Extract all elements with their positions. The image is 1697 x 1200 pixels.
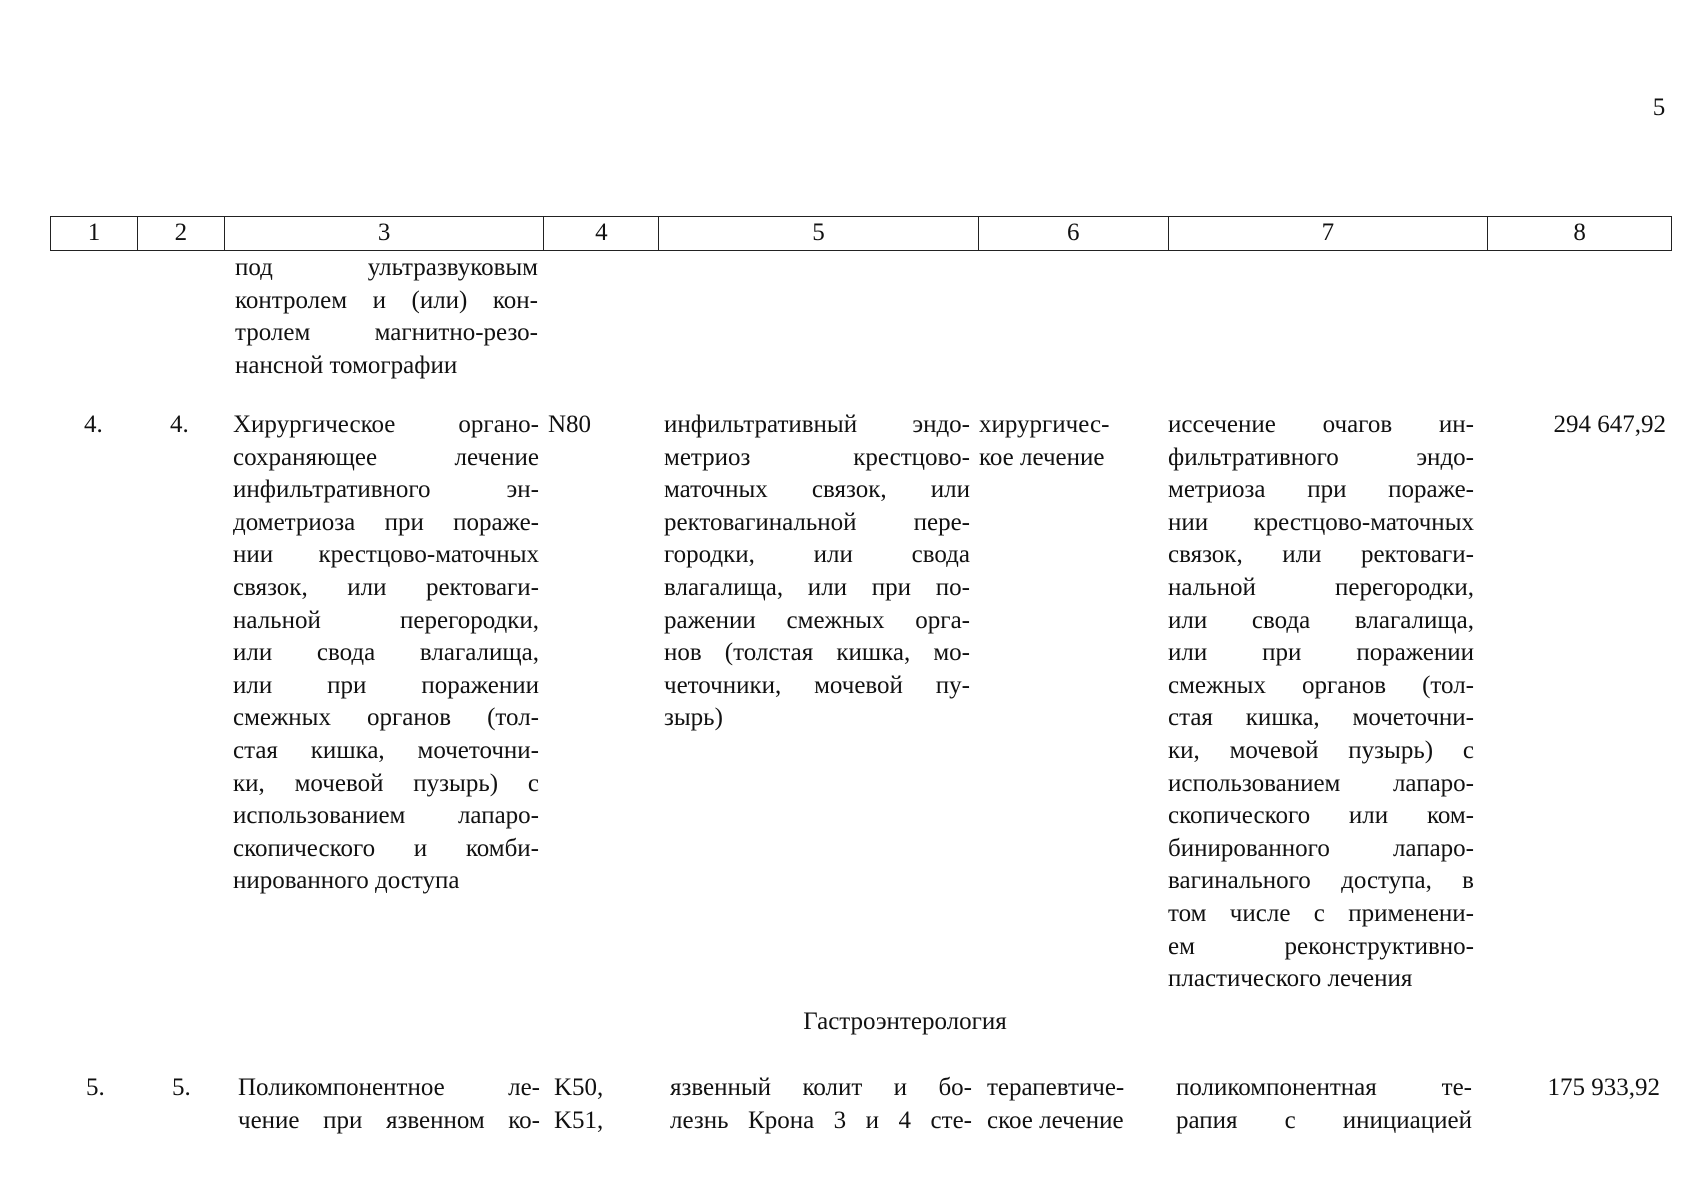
text-line: метриоза при пораже- xyxy=(1168,476,1474,504)
text-line: терапевтиче- xyxy=(987,1074,1125,1101)
row4-col1: 4. xyxy=(84,411,103,438)
text-line: зырь) xyxy=(664,704,723,732)
text-line: смежных органов (тол- xyxy=(233,704,539,732)
text-line: рапия с инициацией xyxy=(1176,1106,1472,1134)
text-line: или при поражении xyxy=(233,671,539,699)
text-line: поликомпонентная те- xyxy=(1176,1074,1472,1101)
text-line: сохраняющее лечение xyxy=(233,443,539,471)
text-line: ражении смежных орга- xyxy=(664,606,970,634)
text-line: нии крестцово-маточных xyxy=(1168,508,1474,536)
header-col-3: 3 xyxy=(224,217,544,250)
text-line: использованием лапаро- xyxy=(1168,769,1474,797)
text-line: ки, мочевой пузырь) с xyxy=(233,769,539,797)
text-line: том числе с применени- xyxy=(1168,899,1474,927)
text-line: нальной перегородки, xyxy=(1168,573,1474,601)
header-col-1: 1 xyxy=(87,219,101,246)
continuation-col3 xyxy=(235,252,538,382)
row4-col3 xyxy=(233,409,539,898)
text-line: вагинального доступа, в xyxy=(1168,867,1474,895)
text-line: Поликомпонентное ле- xyxy=(238,1074,540,1101)
text-line: нансной томографии xyxy=(235,351,458,379)
text-line: дометриоза при пораже- xyxy=(233,508,539,536)
text-line: или свода влагалища, xyxy=(233,639,539,667)
text-line: ректовагинальной пере- xyxy=(664,508,970,536)
text-line: ем реконструктивно- xyxy=(1168,932,1474,960)
text-line: четочники, мочевой пу- xyxy=(664,671,970,699)
row5-col1: 5. xyxy=(86,1074,105,1101)
row4-col5 xyxy=(664,409,970,735)
text-line: контролем и (или) кон- xyxy=(235,286,538,314)
text-line: нии крестцово-маточных xyxy=(233,541,539,569)
text-line: нов (толстая кишка, мо- xyxy=(664,639,970,667)
text-line: хирургичес- xyxy=(979,411,1110,438)
section-heading: Гастроэнтерология xyxy=(803,1008,1007,1035)
header-col-8: 8 xyxy=(1487,217,1671,250)
text-line: лезнь Крона 3 и 4 сте- xyxy=(670,1106,972,1134)
text-line: или свода влагалища, xyxy=(1168,606,1474,634)
header-col-4: 4 xyxy=(543,217,658,250)
text-line: маточных связок, или xyxy=(664,476,970,504)
text-line: чение при язвенном ко- xyxy=(238,1106,540,1134)
header-col-5: 5 xyxy=(658,217,978,250)
row5-col8-price: 175 933,92 xyxy=(1547,1074,1660,1101)
page-number: 5 xyxy=(1652,94,1666,121)
text-line: смежных органов (тол- xyxy=(1168,671,1474,699)
text-line: фильтративного эндо- xyxy=(1168,443,1474,471)
text-line: K50, xyxy=(554,1074,604,1101)
table-header-row xyxy=(50,216,1672,251)
text-line: язвенный колит и бо- xyxy=(670,1074,972,1101)
row5-col7 xyxy=(1176,1072,1472,1137)
text-line: влагалища, или при по- xyxy=(664,573,970,601)
text-line: стая кишка, мочеточни- xyxy=(1168,704,1474,732)
text-line: пластического лечения xyxy=(1168,965,1413,993)
row5-col4 xyxy=(554,1072,603,1137)
text-line: связок, или ректоваги- xyxy=(233,573,539,601)
row5-col6 xyxy=(987,1072,1124,1137)
header-col-7: 7 xyxy=(1168,217,1488,250)
header-col-6: 6 xyxy=(978,217,1168,250)
row5-col2: 5. xyxy=(172,1074,191,1101)
row5-col3 xyxy=(238,1072,540,1137)
text-line: скопического или ком- xyxy=(1168,802,1474,830)
row5-col5 xyxy=(670,1072,972,1137)
text-line: метриоз крестцово- xyxy=(664,443,970,471)
text-line: использованием лапаро- xyxy=(233,802,539,830)
text-line: иссечение очагов ин- xyxy=(1168,411,1474,438)
text-line: городки, или свода xyxy=(664,541,970,569)
row4-col7 xyxy=(1168,409,1474,996)
row4-col4: N80 xyxy=(548,411,592,438)
text-line: инфильтративного эн- xyxy=(233,476,539,504)
text-line: или при поражении xyxy=(1168,639,1474,667)
text-line: тролем магнитно-резо- xyxy=(235,319,538,347)
text-line: стая кишка, мочеточни- xyxy=(233,736,539,764)
text-line: инфильтративный эндо- xyxy=(664,411,970,438)
text-line: скопического и комби- xyxy=(233,834,539,862)
text-line: под ультразвуковым xyxy=(235,254,538,281)
text-line: ки, мочевой пузырь) с xyxy=(1168,736,1474,764)
text-line: K51, xyxy=(554,1106,604,1134)
text-line: нальной перегородки, xyxy=(233,606,539,634)
text-line: нированного доступа xyxy=(233,867,460,895)
row4-col2: 4. xyxy=(170,411,189,438)
text-line: ское лечение xyxy=(987,1106,1124,1134)
row4-col8-price: 294 647,92 xyxy=(1553,411,1666,438)
header-col-2: 2 xyxy=(137,217,224,250)
row4-col6 xyxy=(979,409,1109,474)
text-line: бинированного лапаро- xyxy=(1168,834,1474,862)
text-line: связок, или ректоваги- xyxy=(1168,541,1474,569)
text-line: кое лечение xyxy=(979,443,1105,471)
text-line: Хирургическое органо- xyxy=(233,411,539,438)
